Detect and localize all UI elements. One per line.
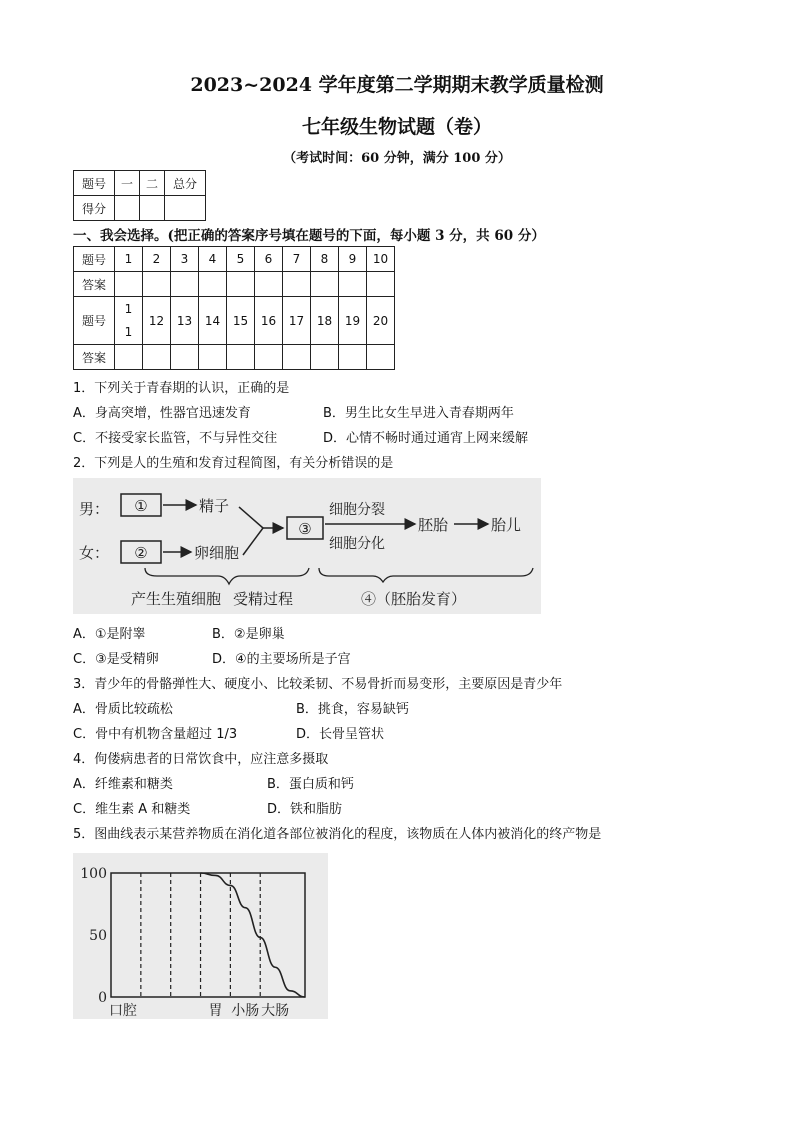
answer-cell[interactable] xyxy=(199,272,227,297)
question-number: 6 xyxy=(255,247,283,272)
question-3-option-b[interactable]: B．挑食，容易缺钙 xyxy=(296,702,409,717)
digestion-chart-svg xyxy=(73,853,328,1019)
row-label: 答案 xyxy=(74,272,115,297)
stage-embryo-development: ④（胚胎发育） xyxy=(361,590,467,608)
question-number: 2 xyxy=(143,247,171,272)
question-number: 20 xyxy=(367,297,395,345)
question-2-option-c[interactable]: C．③是受精卵 xyxy=(73,652,159,667)
question-number: 1 xyxy=(115,247,143,272)
answer-cell[interactable] xyxy=(199,345,227,370)
question-4-option-c[interactable]: C．维生素 A 和糖类 xyxy=(73,802,191,817)
question-number: 5 xyxy=(227,247,255,272)
section-heading: 一、我会选择。(把正确的答案序号填在题号的下面，每小题 3 分，共 60 分） xyxy=(73,228,545,244)
answer-table-answer-row xyxy=(74,272,395,297)
question-number: 13 xyxy=(171,297,199,345)
question-number: 14 xyxy=(199,297,227,345)
join-line-sperm xyxy=(239,507,263,528)
fetus-label: 胎儿 xyxy=(491,516,522,534)
question-1-option-a[interactable]: A．身高突增，性器官迅速发育 xyxy=(73,406,251,421)
question-1-option-b[interactable]: B．男生比女生早进入青春期两年 xyxy=(323,406,514,421)
brace-stage3 xyxy=(319,568,533,582)
digestion-curve xyxy=(201,873,305,997)
embryo-label: 胚胎 xyxy=(418,516,449,534)
box-1-label: ① xyxy=(134,497,148,515)
answer-cell[interactable] xyxy=(367,345,395,370)
question-number: 18 xyxy=(311,297,339,345)
chart-frame xyxy=(111,873,305,997)
answer-table xyxy=(73,246,395,370)
brace-stage1 xyxy=(145,568,309,584)
answer-cell[interactable] xyxy=(339,345,367,370)
score-cell-total: 总分 xyxy=(165,171,206,196)
join-line-egg xyxy=(243,528,263,555)
answer-cell[interactable] xyxy=(283,345,311,370)
answer-cell[interactable] xyxy=(115,272,143,297)
score-table-header-row xyxy=(74,171,206,196)
answer-cell[interactable] xyxy=(171,345,199,370)
question-number: 16 xyxy=(255,297,283,345)
answer-table-number-row xyxy=(74,247,395,272)
question-4-stem: 4．佝偻病患者的日常饮食中，应注意多摄取 xyxy=(73,752,329,767)
answer-cell[interactable] xyxy=(171,272,199,297)
x-category-label: 小肠 xyxy=(231,1003,260,1019)
answer-cell[interactable] xyxy=(227,272,255,297)
x-category-label: 胃 xyxy=(208,1003,223,1019)
answer-cell[interactable] xyxy=(283,272,311,297)
question-1-stem: 1．下列关于青春期的认识，正确的是 xyxy=(73,381,290,396)
question-number: 3 xyxy=(171,247,199,272)
answer-cell[interactable] xyxy=(311,345,339,370)
score-cell-section2: 二 xyxy=(140,171,165,196)
question-number: 9 xyxy=(339,247,367,272)
question-number: 4 xyxy=(199,247,227,272)
score-row-label: 得分 xyxy=(74,196,115,221)
reproduction-diagram-svg xyxy=(73,478,541,614)
question-5-stem: 5．图曲线表示某营养物质在消化道各部位被消化的程度，该物质在人体内被消化的终产物是 xyxy=(73,827,602,842)
question-2-option-b[interactable]: B．②是卵巢 xyxy=(212,627,285,642)
question-number-11-digit: 1 xyxy=(124,324,133,339)
digestion-chart xyxy=(73,853,328,1019)
score-input-section2[interactable] xyxy=(140,196,165,221)
x-category-label: 大肠 xyxy=(261,1003,290,1019)
box-3-label: ③ xyxy=(298,520,312,538)
female-label: 女： xyxy=(79,544,110,562)
reproduction-diagram xyxy=(73,478,541,614)
answer-table-answer-row-2 xyxy=(74,345,395,370)
exam-info: （考试时间：60 分钟，满分 100 分） xyxy=(283,151,511,166)
row-label: 题号 xyxy=(74,297,115,345)
score-input-total[interactable] xyxy=(165,196,206,221)
egg-label: 卵细胞 xyxy=(194,544,240,562)
x-category-label: 口腔 xyxy=(108,1003,137,1019)
question-number: 19 xyxy=(339,297,367,345)
y-tick-label: 50 xyxy=(89,928,107,944)
answer-cell[interactable] xyxy=(311,272,339,297)
question-number-11 xyxy=(115,297,143,345)
question-1-option-d[interactable]: D．心情不畅时通过通宵上网来缓解 xyxy=(323,431,529,446)
question-number: 17 xyxy=(283,297,311,345)
male-label: 男： xyxy=(79,500,110,518)
answer-cell[interactable] xyxy=(143,345,171,370)
row-label: 答案 xyxy=(74,345,115,370)
question-1-option-c[interactable]: C．不接受家长监管，不与异性交往 xyxy=(73,431,278,446)
question-2-stem: 2．下列是人的生殖和发育过程简图，有关分析错误的是 xyxy=(73,456,394,471)
cell-division-label: 细胞分裂 xyxy=(329,502,385,518)
box-2-label: ② xyxy=(134,544,148,562)
question-number: 7 xyxy=(283,247,311,272)
answer-cell[interactable] xyxy=(227,345,255,370)
question-4-option-d[interactable]: D．铁和脂肪 xyxy=(267,802,343,817)
score-input-section1[interactable] xyxy=(115,196,140,221)
exam-subject-title: 七年级生物试题（卷） xyxy=(301,116,492,138)
score-cell-label: 题号 xyxy=(74,171,115,196)
question-4-option-a[interactable]: A．纤维素和糖类 xyxy=(73,777,173,792)
answer-cell[interactable] xyxy=(115,345,143,370)
score-table xyxy=(73,170,206,221)
question-number: 15 xyxy=(227,297,255,345)
question-number: 8 xyxy=(311,247,339,272)
question-4-option-b[interactable]: B．蛋白质和钙 xyxy=(267,777,354,792)
question-3-option-d[interactable]: D．长骨呈管状 xyxy=(296,727,385,742)
answer-cell[interactable] xyxy=(143,272,171,297)
question-3-stem: 3．青少年的骨骼弹性大、硬度小、比较柔韧、不易骨折而易变形，主要原因是青少年 xyxy=(73,677,563,692)
answer-cell[interactable] xyxy=(255,272,283,297)
answer-table-number-row-2 xyxy=(74,297,395,345)
row-label: 题号 xyxy=(74,247,115,272)
question-number: 12 xyxy=(143,297,171,345)
stage-fertilization: 受精过程 xyxy=(233,590,294,608)
answer-cell[interactable] xyxy=(339,272,367,297)
y-tick-label: 0 xyxy=(98,990,107,1006)
page-title: 2023~2024 学年度第二学期期末教学质量检测 xyxy=(190,74,604,96)
question-number-11-digit: 1 xyxy=(124,301,133,316)
score-cell-section1: 一 xyxy=(115,171,140,196)
question-number: 10 xyxy=(367,247,395,272)
sperm-label: 精子 xyxy=(199,497,230,515)
question-2-option-a[interactable]: A．①是附睾 xyxy=(73,627,146,642)
question-2-option-d[interactable]: D．④的主要场所是子宫 xyxy=(212,652,351,667)
y-tick-label: 100 xyxy=(80,866,107,882)
question-3-option-c[interactable]: C．骨中有机物含量超过 1/3 xyxy=(73,727,238,742)
question-3-option-a[interactable]: A．骨质比较疏松 xyxy=(73,702,173,717)
stage-produce-cells: 产生生殖细胞 xyxy=(131,590,222,608)
answer-cell[interactable] xyxy=(255,345,283,370)
score-table-input-row xyxy=(74,196,206,221)
cell-differentiation-label: 细胞分化 xyxy=(329,536,385,552)
answer-cell[interactable] xyxy=(367,272,395,297)
